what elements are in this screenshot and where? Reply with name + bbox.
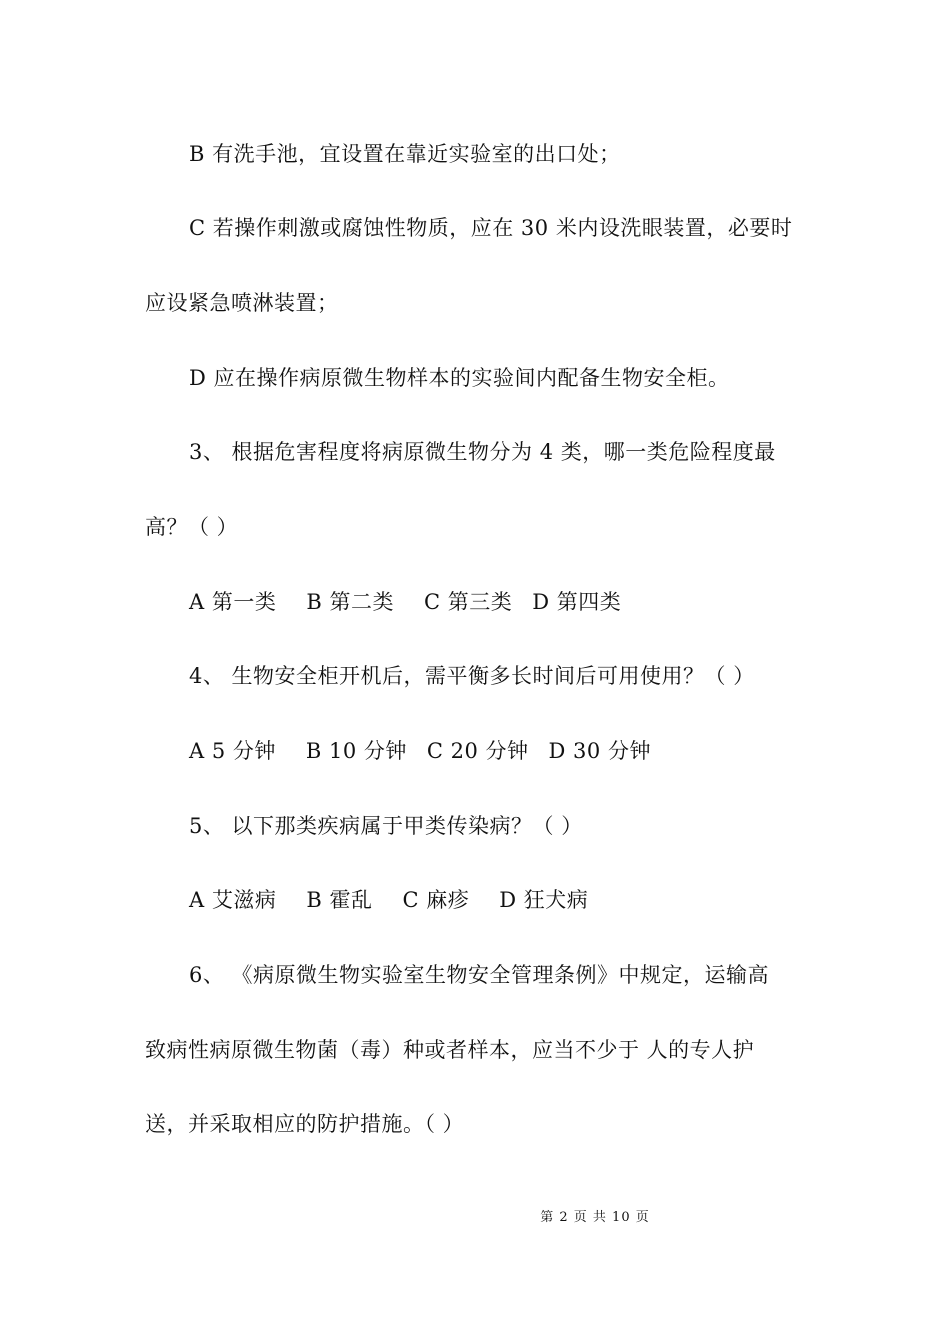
q4-option-a: A 5 分钟 [189,739,276,763]
option-c-eyewash-line: C 若操作刺激或腐蚀性物质，应在 30 米内设洗眼装置，必要时 [189,216,793,240]
q3-option-d: D 第四类 [532,590,622,614]
question-4-text: 4、 生物安全柜开机后，需平衡多长时间后可用使用？（ ） [189,664,755,688]
question-6-text: 6、 《病原微生物实验室生物安全管理条例》中规定，运输高 [189,963,770,987]
question-5-text: 5、 以下那类疾病属于甲类传染病？（ ） [189,814,583,838]
q3-option-a: A 第一类 [189,590,277,614]
q3-option-b: B 第二类 [306,590,394,614]
question-3-text: 3、 根据危害程度将病原微生物分为 4 类，哪一类危险程度最 [189,440,776,464]
page-number-label: 第 2 页 共 10 页 [540,1210,650,1225]
question-4-options [189,737,681,765]
q4-option-d: D 30 分钟 [548,739,651,763]
question-3-continuation: 高？（ ） [145,515,239,539]
page-footer [0,1209,950,1227]
question-5-options [189,886,618,914]
q4-option-c: C 20 分钟 [426,739,529,763]
q5-option-d: D 狂犬病 [499,888,589,912]
q4-option-b: B 10 分钟 [305,739,407,763]
question-6-continuation-2: 送，并采取相应的防护措施。（ ） [145,1112,465,1136]
q3-option-c: C 第三类 [423,590,513,614]
question-6-continuation-1: 致病性病原微生物菌（毒）种或者样本，应当不少于 人的专人护 [145,1038,755,1062]
q5-option-a: A 艾滋病 [189,888,277,912]
option-b-handwash-line: B 有洗手池，宜设置在靠近实验室的出口处； [189,142,621,166]
question-3-options [189,588,651,616]
option-d-biosafety-cabinet-line: D 应在操作病原微生物样本的实验间内配备生物安全柜。 [189,366,730,390]
q5-option-b: B 霍乱 [306,888,373,912]
q5-option-c: C 麻疹 [402,888,470,912]
option-c-eyewash-continuation: 应设紧急喷淋装置； [145,291,339,315]
